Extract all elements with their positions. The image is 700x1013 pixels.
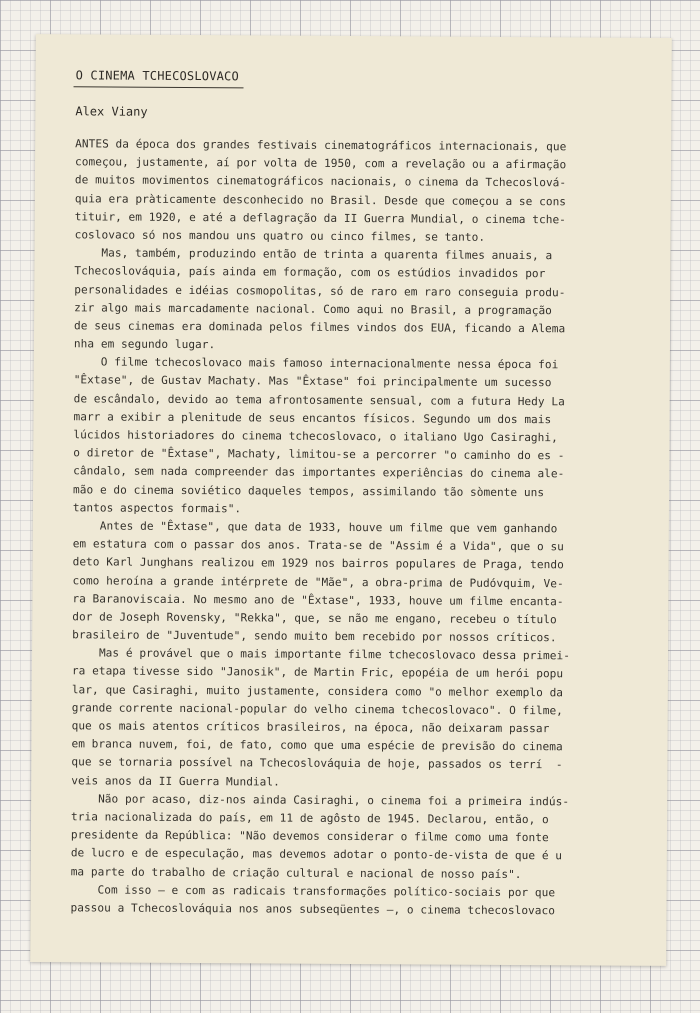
text-line: zir algo mais marcadamente nacional. Como aqui no Brasil, a programação <box>74 300 552 317</box>
title-underline <box>74 86 244 88</box>
text-line: personalidades e idéias cosmopolitas, só de raro em raro conseguia produ- <box>74 282 566 299</box>
body-text <box>70 135 665 921</box>
text-line: quia era pràticamente desconhecido no Brasil. Desde que começou a se cons <box>74 191 567 208</box>
text-line: passou a Tchecoslováquia nos anos subseqüentes —, o cinema tchecoslovaco <box>70 901 556 918</box>
text-line: presidente da República: "Não devemos considerar o filme como uma fonte <box>70 828 549 845</box>
text-line: começou, justamente, aí por volta de 1950, com a revelação ou a afirmação <box>75 155 567 172</box>
text-line: ra etapa tivesse sido "Janosik", de Martin Fric, epopéia de um herói popu <box>71 664 564 681</box>
text-line: cândalo, sem nada compreender das importantes experiências do cinema ale- <box>73 464 565 481</box>
text-line: ANTES da época dos grandes festivais cinematográficos internacionais, que <box>75 137 567 154</box>
text-line: ra Baranoviscaia. No mesmo ano de "Êxtase", 1933, houve um filme encanta- <box>72 591 564 608</box>
text-line: de escândalo, devido ao tema afrontosamente sensual, com a futura Hedy La <box>73 391 565 408</box>
text-line: como heroína a grande intérprete de "Mãe", a obra-prima de Pudóvquim, Ve- <box>72 573 564 590</box>
text-line: lar, que Casiraghi, muito justamente, considera como "o melhor exemplo da <box>71 682 564 699</box>
text-line: tria nacionalizada do país, em 11 de agôsto de 1945. Declarou, então, o <box>71 810 549 827</box>
text-line: Não por acaso, diz-nos ainda Casiraghi, o cinema foi a primeira indús- <box>71 792 570 809</box>
text-line: mão e do cinema soviético daqueles tempos, assimilando tão sòmente uns <box>73 482 545 499</box>
document-title: O CINEMA TCHECOSLOVACO <box>75 68 239 84</box>
text-line: de muitos movimentos cinematográficos nacionais, o cinema da Tchecoslová- <box>74 173 567 190</box>
text-line: Antes de "Êxtase", que data de 1933, houve um filme que vem ganhando <box>72 519 558 536</box>
text-line: Com isso — e com as radicais transformações político-sociais por que <box>70 882 556 899</box>
text-line: que os mais atentos críticos brasileiros, na época, não deixaram passar <box>71 719 550 736</box>
text-line: "Êxtase", de Gustav Machaty. Mas "Êxtase" foi principalmente um sucesso <box>73 373 552 390</box>
text-line: veis anos da II Guerra Mundial. <box>71 773 280 789</box>
text-line: o diretor de "Êxtase", Machaty, limitou-se a percorrer "o caminho do es - <box>73 446 565 463</box>
text-line: Tchecoslováquia, país ainda em formação, com os estúdios invadidos por <box>74 264 546 281</box>
text-line: que se tornaria possível na Tchecoslováquia de hoje, passados os terrí - <box>71 755 563 772</box>
text-line: grande corrente nacional-popular do velho cinema tchecoslovaco". O filme, <box>71 701 563 718</box>
text-line: de seus cinemas era dominada pelos filmes vindos dos EUA, ficando a Alema <box>74 319 566 336</box>
text-line: tantos aspectos formais". <box>72 501 242 516</box>
text-line: brasileiro de "Juventude", sendo muito bem recebido por nossos críticos. <box>72 628 557 645</box>
text-line: Mas é provável que o mais importante filme tchecoslovaco dessa primei- <box>72 646 571 663</box>
text-line: lúcidos historiadores do cinema tchecoslovaco, o italiano Ugo Casiraghi, <box>73 428 558 445</box>
text-line: em branca nuvem, foi, de fato, como que uma espécie de previsão do cinema <box>71 737 563 754</box>
typewritten-page <box>30 34 672 966</box>
text-line: de lucro e de especulação, mas devemos adotar o ponto-de-vista de que é u <box>70 846 563 863</box>
text-line: dor de Joseph Rovensky, "Rekka", que, se não me engano, recebeu o título <box>72 610 557 627</box>
text-line: tituir, em 1920, e até a deflagração da II Guerra Mundial, o cinema tche- <box>74 210 566 227</box>
text-line: nha em segundo lugar. <box>73 337 216 352</box>
author-name: Alex Viany <box>75 104 148 119</box>
text-line: em estatura com o passar dos anos. Trata-se de "Assim é a Vida", que o su <box>72 537 564 554</box>
text-line: Mas, também, produzindo então de trinta a quarenta filmes anuais, a <box>74 246 553 263</box>
text-line: O filme tchecoslovaco mais famoso internacionalmente nessa época foi <box>73 355 559 372</box>
text-line: marr a exibir a plenitude de seus encantos físicos. Segundo um dos mais <box>73 410 552 427</box>
text-line: deto Karl Junghans realizou em 1929 nos bairros populares de Praga, tendo <box>72 555 564 572</box>
text-line: ma parte do trabalho de criação cultural e nacional de nosso país". <box>70 864 522 881</box>
text-line: coslovaco só nos mandou uns quatro ou cinco filmes, se tanto. <box>74 228 486 244</box>
